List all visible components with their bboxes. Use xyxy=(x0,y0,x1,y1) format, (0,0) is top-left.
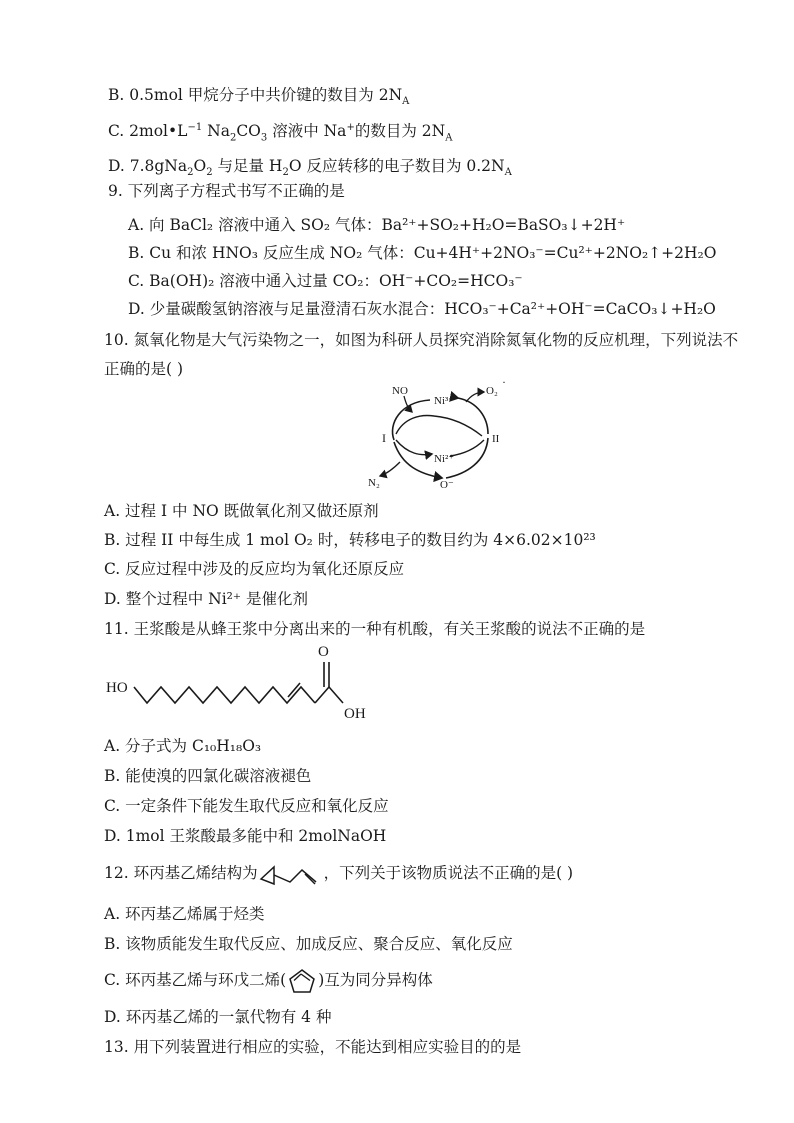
q9-option-b: B. Cu 和浓 HNO₃ 反应生成 NO₂ 气体：Cu+4H⁺+2NO₃⁻=Cu²⁺+2NO₂↑+2H₂O xyxy=(128,244,717,262)
ni3-label: Ni³⁺ xyxy=(434,395,455,407)
q12-option-d: D. 环丙基乙烯的一氯代物有 4 种 xyxy=(104,1008,332,1026)
q11-option-c: C. 一定条件下能发生取代反应和氧化反应 xyxy=(104,797,389,815)
carbonyl-o-label: O xyxy=(318,644,329,660)
q12-option-c-prefix: C. 环丙基乙烯与环戊二烯( xyxy=(104,971,287,989)
q8-option-c: C. $2mol•L^{-1}$ $Na_2CO_3$ 溶液中 Na+的数目为 $2N_A$ xyxy=(108,122,453,144)
cyclopentadiene-structure xyxy=(286,967,318,995)
q12-stem xyxy=(104,862,573,886)
o2-radical-dot: · xyxy=(502,375,506,389)
q11-option-d: D. 1mol 王浆酸最多能中和 2molNaOH xyxy=(104,827,387,845)
q11-stem: 11. 王浆酸是从蜂王浆中分离出来的一种有机酸，有关王浆酸的说法不正确的是 xyxy=(104,620,646,638)
reaction-mechanism-diagram xyxy=(360,374,520,492)
carbon-chain xyxy=(134,687,315,703)
q12-option-c xyxy=(104,967,433,995)
q8-option-b: B. 0.5mol 甲烷分子中共价键的数目为 $2N_A$ xyxy=(108,86,410,108)
o2-label: O₂ xyxy=(486,385,498,397)
inner-arc-to-ni xyxy=(396,440,432,455)
o-minus-label: O⁻ xyxy=(440,479,454,491)
q9-option-d: D. 少量碳酸氢钠溶液与足量澄清石灰水混合：HCO₃⁻+Ca²⁺+OH⁻=CaCO₃↓+H₂O xyxy=(128,300,716,318)
ho-group-label: HO xyxy=(106,680,128,696)
q10-option-a: A. 过程 I 中 NO 既做氧化剂又做还原剂 xyxy=(104,502,379,520)
oh-group-label: OH xyxy=(344,706,366,722)
q13-stem: 13. 用下列装置进行相应的实验，不能达到相应实验目的的是 xyxy=(104,1038,522,1056)
n2-output-arrow xyxy=(380,462,400,476)
n2-label: N₂ xyxy=(368,477,380,489)
cycle-arc-right-top xyxy=(458,398,488,434)
q10-option-c: C. 反应过程中涉及的反应均为氧化还原反应 xyxy=(104,560,405,578)
q12-stem-prefix: 12. 环丙基乙烯结构为 xyxy=(104,864,258,882)
q12-option-b: B. 该物质能发生取代反应、加成反应、聚合反应、氧化反应 xyxy=(104,935,513,953)
chain-to-carbonyl-bond xyxy=(315,687,329,703)
q8-option-d: D. $7.8gNa_2O_2$ 与足量 $H_2O$ 反应转移的电子数目为 $0.2N_A$ xyxy=(108,157,512,179)
no-label: NO xyxy=(392,385,408,397)
cyclopropylethylene-structure xyxy=(258,862,324,886)
inner-arc-right xyxy=(450,440,484,456)
q12-stem-suffix: ，下列关于该物质说法不正确的是( ) xyxy=(323,864,574,882)
process-ii-label: II xyxy=(492,433,500,445)
q10-stem-line1: 10. 氮氧化物是大气污染物之一，如图为科研人员探究消除氮氧化物的反应机理，下列说法不 xyxy=(104,331,739,349)
o2-output-arrow xyxy=(466,392,484,402)
process-i-label: I xyxy=(382,431,386,445)
q10-option-d: D. 整个过程中 Ni²⁺ 是催化剂 xyxy=(104,590,308,608)
q11-option-b: B. 能使溴的四氯化碳溶液褪色 xyxy=(104,767,312,785)
q11-option-a: A. 分子式为 C₁₀H₁₈O₃ xyxy=(104,737,262,755)
q10-stem-line2: 正确的是( ) xyxy=(104,360,184,378)
q10-option-b: B. 过程 II 中每生成 1 mol O₂ 时，转移电子的数目约为 4×6.02×10²³ xyxy=(104,531,596,549)
inner-arc-upper xyxy=(396,416,482,436)
q12-option-a: A. 环丙基乙烯属于烃类 xyxy=(104,905,265,923)
q9-option-c: C. Ba(OH)₂ 溶液中通入过量 CO₂：OH⁻+CO₂=HCO₃⁻ xyxy=(128,272,523,290)
c-oh-bond xyxy=(329,687,343,703)
ni2-label: Ni²⁺ xyxy=(434,453,455,465)
q12-option-c-suffix: )互为同分异构体 xyxy=(318,971,433,989)
royal-jelly-acid-structure xyxy=(100,642,390,724)
cycle-arc-left-top xyxy=(393,400,431,440)
q9-stem: 9. 下列离子方程式书写不正确的是 xyxy=(108,182,345,200)
q9-option-a: A. 向 BaCl₂ 溶液中通入 SO₂ 气体：Ba²⁺+SO₂+H₂O=BaSO₃↓+2H⁺ xyxy=(128,216,626,234)
